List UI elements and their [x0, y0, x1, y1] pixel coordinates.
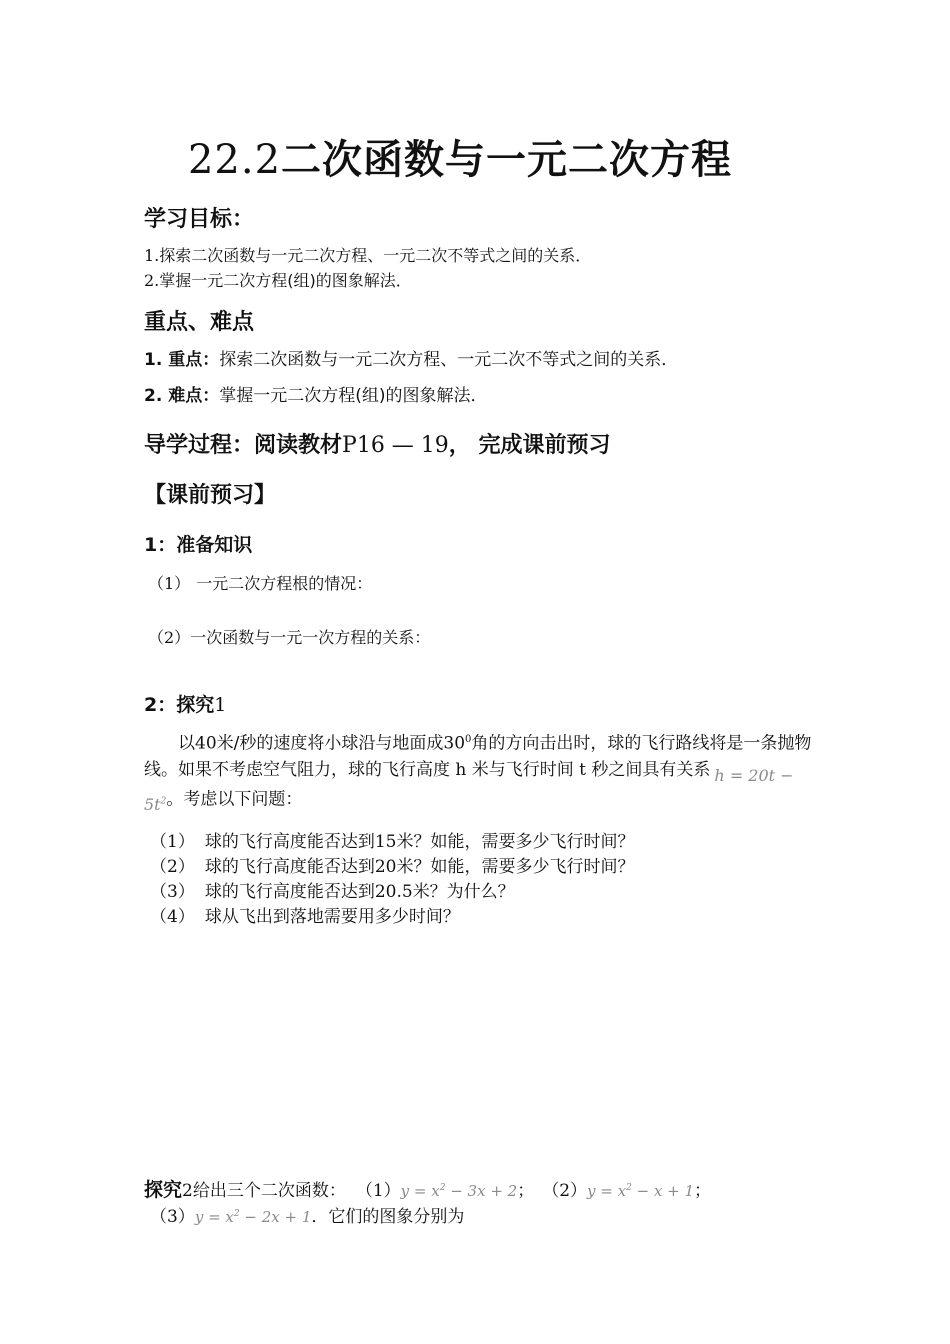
question-text: 米？如能，需要多少飞行时间？ — [396, 857, 635, 877]
key-point-item — [144, 381, 487, 406]
separator: ； — [517, 1181, 535, 1201]
explore2-line — [150, 1202, 464, 1227]
function-2 — [587, 1182, 694, 1200]
angle-value: 30 — [443, 733, 466, 754]
prep-item-text: 一次函数与一元一次方程的关系： — [190, 628, 431, 647]
question-number: （3） — [150, 882, 195, 902]
key-point-label: 1. 重点： — [144, 350, 220, 370]
explore1-paragraph — [144, 727, 814, 812]
para-text: 。考虑以下问题： — [166, 788, 303, 809]
objective-text: 掌握一元二次方程(组)的图象解法． — [159, 271, 412, 290]
question-item — [150, 827, 634, 852]
explore2-line — [144, 1175, 711, 1202]
prep-item — [148, 571, 372, 594]
function-text: − 3x + 2 — [445, 1182, 518, 1200]
question-number: （1） — [150, 832, 195, 852]
function-text: − 2x + 1 — [239, 1208, 312, 1226]
function-number: （3） — [150, 1207, 195, 1227]
para-text: 秒之间具有关系 — [591, 759, 711, 780]
question-item — [150, 852, 634, 877]
function-number: （1） — [355, 1181, 401, 1201]
explore2-heading: 探究 — [144, 1179, 183, 1201]
function-exponent: 2 — [233, 1209, 240, 1219]
function-exponent: 2 — [439, 1183, 446, 1193]
guide-heading — [144, 428, 610, 459]
explore2-intro: 给出三个二次函数： — [192, 1181, 346, 1201]
prep-item — [148, 625, 430, 648]
function-text: y = x — [400, 1182, 440, 1200]
prep-item-number: （1） — [148, 574, 191, 593]
question-item — [150, 877, 515, 902]
key-points-heading: 重点、难点 — [144, 310, 255, 335]
question-text: 米？为什么？ — [412, 882, 515, 902]
explore1-heading — [144, 690, 226, 717]
question-item — [150, 902, 460, 927]
function-text: − x + 1 — [631, 1182, 695, 1200]
function-3 — [195, 1208, 312, 1226]
preview-heading: 【课前预习】 — [144, 483, 277, 508]
var-t: t — [579, 759, 587, 780]
function-number: （2） — [542, 1181, 588, 1201]
prep-item-text: 一元二次方程根的情况： — [196, 574, 373, 593]
speed-value: 40 — [195, 733, 217, 754]
question-text: 球的飞行高度能否达到 — [204, 832, 375, 852]
function-exponent: 2 — [626, 1183, 632, 1193]
question-value: 20 — [374, 857, 397, 877]
para-text: 米/秒的速度将小球沿与地面成 — [216, 733, 444, 754]
para-text: 米与飞行时间 — [471, 759, 574, 780]
separator: ； — [694, 1181, 712, 1201]
function-text: y = x — [587, 1182, 627, 1200]
objective-item — [144, 268, 412, 291]
objective-item — [144, 243, 591, 266]
explore1-heading-text: 2：探究 — [144, 694, 215, 716]
title-text: 二次函数与一元二次方程 — [281, 137, 733, 183]
question-number: （4） — [150, 907, 195, 927]
prep-heading: 1：准备知识 — [144, 534, 253, 556]
guide-pages: P16 — 19 — [342, 433, 449, 458]
key-point-text: 掌握一元二次方程(组)的图象解法． — [219, 386, 488, 406]
explore2-outro: ．它们的图象分别为 — [311, 1207, 465, 1227]
explore1-heading-number: 1 — [214, 694, 227, 716]
guide-prefix: 导学过程：阅读教材 — [144, 433, 343, 458]
question-text: 球从飞出到落地需要用多少时间？ — [204, 907, 460, 927]
key-point-label: 2. 难点： — [144, 386, 220, 406]
key-point-text: 探索二次函数与一元二次方程、一元二次不等式之间的关系． — [219, 350, 679, 370]
function-text: y = x — [194, 1208, 234, 1226]
page-title — [0, 128, 920, 185]
function-1 — [401, 1182, 518, 1200]
formula-text: h = 20t − 5t — [144, 765, 794, 814]
guide-suffix: ， 完成课前预习 — [448, 433, 611, 458]
question-text: 米？如能，需要多少飞行时间？ — [396, 832, 635, 852]
var-h: h — [455, 759, 467, 780]
objectives-heading: 学习目标： — [144, 207, 255, 232]
prep-item-number: （2） — [148, 628, 191, 647]
para-text: 角的方向击出时，球的飞行路线将是一条抛物线。如果不考虑空气阻力，球的飞行高度 — [144, 733, 812, 780]
title-number: 22.2 — [187, 137, 282, 183]
explore2-heading-number: 2 — [182, 1181, 193, 1201]
para-text: 以 — [178, 733, 195, 754]
question-text: 球的飞行高度能否达到 — [204, 857, 375, 877]
question-value: 15 — [374, 832, 397, 852]
question-text: 球的飞行高度能否达到 — [204, 882, 375, 902]
key-point-item — [144, 345, 678, 370]
question-value: 20.5 — [374, 882, 413, 902]
objective-number: 1. — [144, 246, 160, 265]
objective-number: 2. — [144, 271, 160, 290]
angle-degree: 0 — [465, 734, 472, 745]
question-number: （2） — [150, 857, 195, 877]
objective-text: 探索二次函数与一元二次方程、一元二次不等式之间的关系． — [159, 246, 592, 265]
formula-exponent: 2 — [160, 796, 167, 807]
